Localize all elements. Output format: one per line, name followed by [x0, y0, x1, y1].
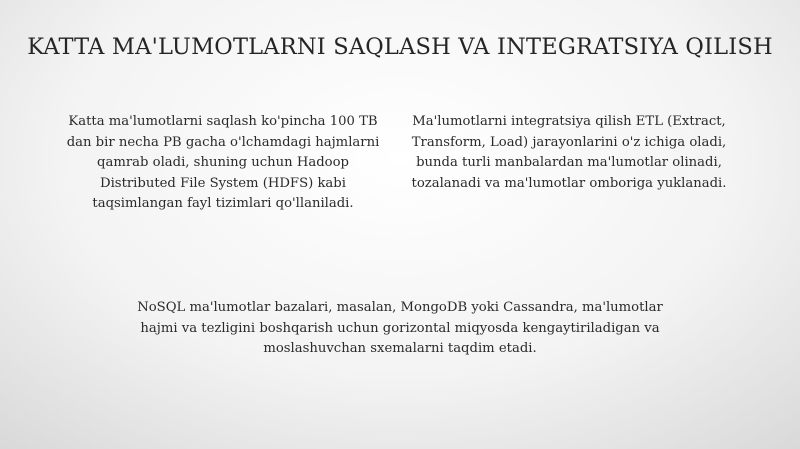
slide-title: KATTA MA'LUMOTLARNI SAQLASH VA INTEGRATSIYA QILISH [27, 34, 773, 60]
paragraph-integration: Ma'lumotlarni integratsiya qilish ETL (Extract, Transform, Load) jarayonlarini o'z ichiga oladi, bunda turli manbalardan ma'lumotlar olinadi, tozalanadi va ma'lumotlar omboriga yuklanadi. [411, 114, 727, 191]
paragraph-nosql: NoSQL ma'lumotlar bazalari, masalan, MongoDB yoki Cassandra, ma'lumotlar hajmi va tezligini boshqarish uchun gorizontal miqyosda kengaytiriladigan va moslashuvchan sxemalarni taqdim etadi. [137, 300, 663, 356]
paragraph-storage: Katta ma'lumotlarni saqlash ko'pincha 100 TB dan bir necha PB gacha o'lchamdagi hajmlarni qamrab oladi, shuning uchun Hadoop Distributed File System (HDFS) kabi taqsimlangan fayl tizimlari qo'llaniladi. [66, 114, 380, 211]
